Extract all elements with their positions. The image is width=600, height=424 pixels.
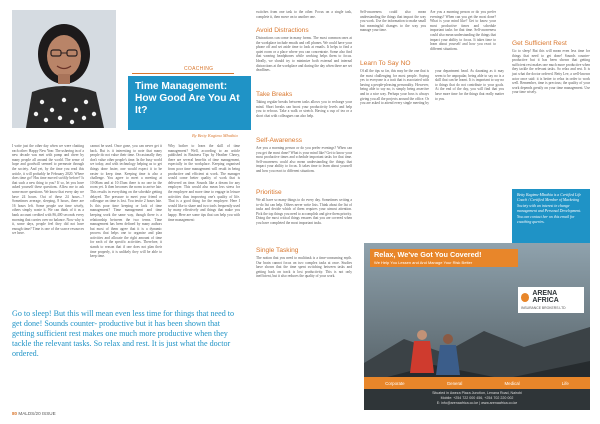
column-5-intro: Self-awareness could also mean understanding the things that impact the way you work. Use the information to make small but meaningful changes to the way you manage your time. xyxy=(360,10,426,33)
avoid-distractions-text: Distractions can come in many forms. The most common ones at the workplace include emails and cell phones. We could have your phone off and set aside time to look at emails. It helps to find a quiet room or a place where you can concentrate. Some also find that wearing headphones while working helps them to focus. Ideally, we should try to minimize both external and internal distractions at the workplace and during the day when there are set deadlines. xyxy=(256,36,352,73)
article-column-4 xyxy=(256,10,352,408)
section-rule xyxy=(132,73,234,74)
heading-say-no: Learn To Say NO xyxy=(360,60,411,67)
ad-category-bar xyxy=(364,377,590,389)
author-portrait xyxy=(12,10,116,128)
take-breaks-text: Taking regular breaks between tasks allows you to recharge your mind. Short breaks can boost your productivity levels and help you to refocus. Take a walk or stretch. Having a cup of tea or a short chat with colleagues can also help. xyxy=(256,100,352,118)
heading-self-awareness: Self-Awareness xyxy=(256,137,303,144)
prioritise-text: We all have so many things to do every day. Sometimes writing a to-do list can help. Others never write lists. Think about the list of tasks and decide which of them requires your utmost attention. Pick the top things you need to accomplish and give them priority. Doing the most critical things ensures that you are covered when you have completed the most important tasks. xyxy=(256,198,352,225)
ad-category-life[interactable]: Life xyxy=(561,380,569,386)
ad-address: Situated in Aweza Plaza Junction, Lenana Road, Nairobi xyxy=(432,391,522,395)
ad-brand: ARENA AFRICA xyxy=(532,290,559,304)
pull-quote: Go to sleep! But this will mean even less time for things that need to get done! Sounds counter- productive but it has been shown that getting sufficient rest makes one much more productive when they tackle the relevant tasks. So relax and rest. It is just what the doctor ordered. xyxy=(12,309,235,358)
author-bio: Betty Kagimu-Mbathia is a Certified Life Coach / Certified Member of Marketing Society with an interest in change management and Personal Development. You can contact her on this email for coaching queries. xyxy=(512,189,590,247)
column-4-intro: switches from one task to the other. Focus on a single task, complete it, then move on to another one. xyxy=(256,10,352,19)
ad-logo xyxy=(518,287,584,313)
article-byline: By Betty Kagimu Mbathia xyxy=(192,133,238,138)
heading-take-breaks: Take Breaks xyxy=(256,91,293,98)
section-tag: COACHING xyxy=(184,66,214,72)
arena-logo-icon xyxy=(521,293,529,302)
ad-headline: Relax, We've Got You Covered! xyxy=(374,250,482,259)
heading-get-sufficient-rest: Get Sufficient Rest xyxy=(512,40,567,47)
self-awareness-text: Are you a morning person or do you prefer evenings? When can you get the most done? What is your mind like? Get to know your most productive times and schedule important tasks for that time. Self-awareness could also mean understanding the things that impact your ability to focus. It takes time to learn about yourself and how you react to different situations. xyxy=(256,146,352,173)
ad-category-corporate[interactable]: Corporate xyxy=(385,380,405,386)
article-column-2: cannot be used. Once gone, you can never get it back. But is it interesting to note that many people do not value their time. Occasionally they don't value other people's time. In the busy world we today, and with technology helping us to get things done faster, one would expect it to be easier to keep time. Keeping time is also a challenge. You agree to meet a meeting at 10:00am and at 10:15am there is no one in the room yet. It then becomes the norm to arrive late. This results in everything on the schedule getting delayed. The pressure to meet your friend or colleague on time is lost. You invite 2 hours late. Is this poor time keeping or lack of time management? Time management and time keeping work the same way, though there is a relationship between the two terms. Time management has been defined by many authors but most of them agree that it is a dynamic process that helps one to organise and plan activities and allocate the right amount of time for each of the specific activities. Therefore, it stands to reason that if one does not plan their time properly, it is unlikely they will be able to keep time. xyxy=(90,144,162,259)
ad-category-medical[interactable]: Medical xyxy=(504,380,520,386)
advertisement[interactable] xyxy=(364,243,590,410)
page-number: 80 xyxy=(12,411,18,416)
heading-avoid-distractions: Avoid Distractions xyxy=(256,27,309,34)
get-sufficient-rest-text: Go to sleep! But this will mean even less time for things that need to get done! Sounds counter-productive but it has been shown that getting sufficient rest makes one much more productive when they tackle the relevant tasks. So relax and rest. It is just what the doctor ordered. Betty Lee, a well-known actor once said: it is better to relax in order to work well. Remember, time is precious; the quality of your work depends greatly on your time management. Use your time wisely. xyxy=(512,49,590,95)
ad-category-general[interactable]: General xyxy=(446,380,463,386)
column-3-text: Why bother to learn the skill of time management? Well, according to an article published in Business Tips by Heather Cherry, there are several benefits of time management, especially in the workplace. Keeping organised from poor time management will result in being productive and efficient at work. The manager would come better quality of work that is delivered on time. Sounds like a dream for any employer. This would also mean less stress for the employee and more time to engage in leisure activities thus improving one's quality of life. That is a good thing for the employee. Here I would like to share and two tools frequently used by many effectively and things that make you happy. Here are some tips that can help you with time management: xyxy=(168,144,240,222)
article-column-6 xyxy=(512,10,590,186)
article-title: Time Management: How Good Are You At It? xyxy=(128,76,251,130)
ad-contact-info xyxy=(364,389,590,410)
say-no-text: Of all the tips so far, this may be the one that is the most challenging for most people. Saying yes to everyone is a trait that is associated with having a people-pleasing personality. However, being able to say no, is simply being assertive and in a nice way. Perhaps your boss is always giving you all the projects around the office. Or you are asked to attend every single meeting by your department head. As daunting as it may seem to be unpopular, being able to say no is a skill that can be learnt. It is important to say no to things that do not contribute to your goals. At the end of the day, you will find that you have more time for the things that really matter to you. xyxy=(360,69,504,106)
article-column-1: I write just the other day when we were chatting each other: Happy New Year. The ushering in of a new decade was met with pomp and cheer by many people all around the world. The sense of hope and goodwill seemed to permeate through the society. And yet, by the time you read this article, it will probably be February 2020. Where does time go? Has time moved swiftly before? Is that such a new thing to you? If so, let you have asked yourself these questions. Allow me to ask some more questions. We know that every day we have 24 hours. Out of these 24 hours...? Sometimes average, sleeping, 8 hours, there are 16 hours left. Some people use time wisely, others simply waste it. We can think of it as a bank account credited with 86,400 seconds every morning that carries over no balance. Now why is it, some days, people feel they did not have enough time? Time is one of the scarce resources we have. xyxy=(12,144,85,236)
page-footer xyxy=(12,411,56,416)
ad-headline-box xyxy=(370,249,518,267)
heading-prioritise: Prioritise xyxy=(256,189,282,196)
heading-single-tasking: Single Tasking xyxy=(256,247,299,254)
issue-label: MALDS/20 ISSUE xyxy=(18,411,56,416)
say-no-block xyxy=(360,60,504,207)
article-column-3 xyxy=(168,144,240,306)
single-tasking-text: The notion that you need to multitask is a time-consuming myth. Our brain cannot focus on two complex tasks at once. Studies have shown that the time spent switching between tasks and getting back on track is lost productivity. This is not only inefficient, but it also reduces the quality of your work. xyxy=(256,256,352,279)
ad-subheadline: We Help You Lessen and And Manage Your Risk Better xyxy=(374,260,473,265)
column-5-self-text: Are you a morning person or do you prefer evenings? When can you get the most done? What is your mind like? Get to know your most productive times and schedule important tasks for that time. Self-awareness could also mean understanding the things that impact your ability to focus. It takes time to learn about yourself and how you react to different situations. xyxy=(430,10,496,51)
column-5b xyxy=(430,10,496,51)
article-column-5 xyxy=(360,10,504,240)
ad-phone: Mobile: +254 722 000 456, +254 702 220 002 xyxy=(440,396,514,400)
ad-brand-sub: INSURANCE BROKERS LTD xyxy=(521,306,566,310)
ad-email-web[interactable]: E: info@arenaafrica.co.ke | www.arenaafrica.co.ke xyxy=(436,401,518,405)
author-photo xyxy=(12,10,116,128)
